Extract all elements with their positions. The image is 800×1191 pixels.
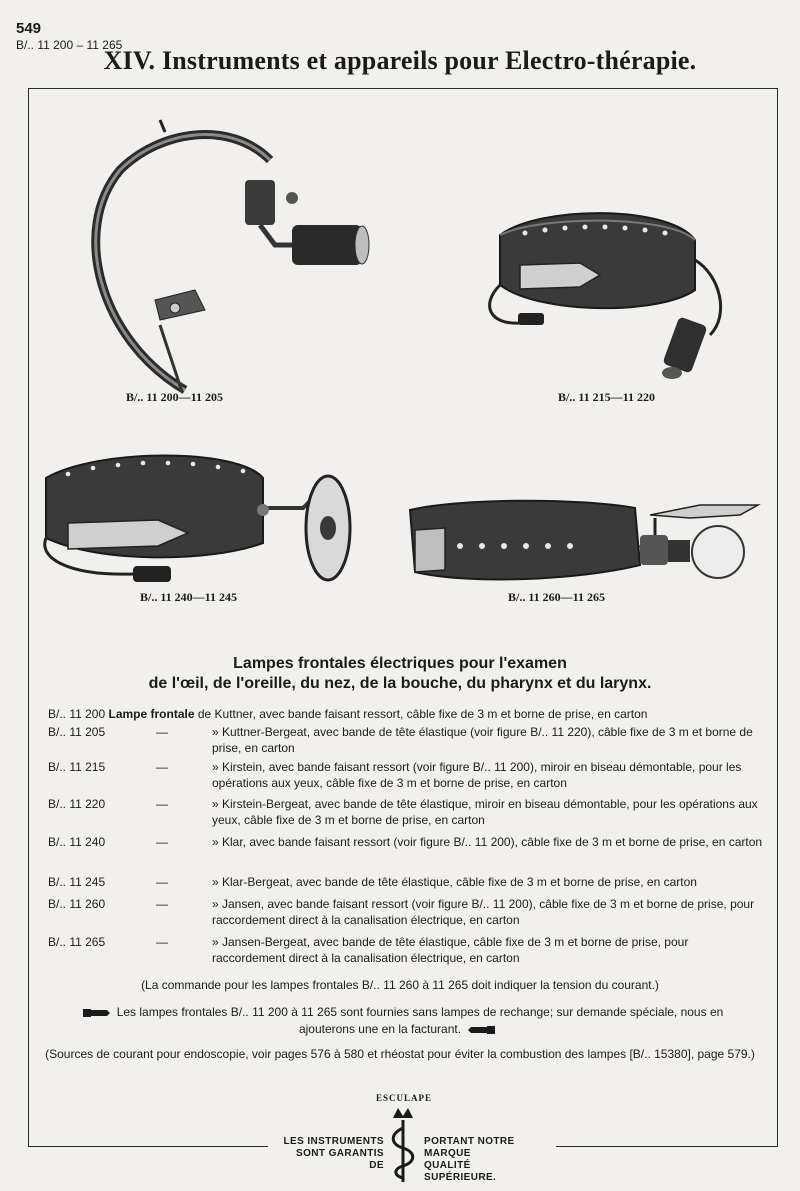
figure-head-band-lamp <box>60 110 390 400</box>
catalog-number: B/.. 11 215 <box>48 760 106 774</box>
page-number: 549 <box>16 20 42 37</box>
catalog-description: » Kuttner-Bergeat, avec bande de tête élastique (voir figure B/.. 11 220), câble fixe de 3 m et borne de prise, en carton <box>212 725 753 755</box>
catalog-item-name: Lampe frontale <box>108 707 195 721</box>
catalog-entry-first <box>48 706 768 722</box>
footer-guarantee-right <box>424 1136 544 1184</box>
catalog-description: » Kirstein-Bergeat, avec bande de tête élastique, miroir en biseau démontable, pour les opérations aux yeux, câble fixe de 3 m et borne de prise, en carton <box>212 797 758 827</box>
page-ref-range: B/.. 11 200 – 11 265 <box>16 38 123 52</box>
catalog-dash: — <box>156 797 168 811</box>
figure-band-mirror-lamp <box>38 448 363 593</box>
figure-caption-11200: B/.. 11 200—11 205 <box>126 390 224 404</box>
pointing-hand-right-icon <box>83 1007 111 1019</box>
order-note: (La commande pour les lampes frontales B/.. 11 260 à 11 265 doit indiquer la tension du courant.) <box>141 978 659 992</box>
catalog-dash: — <box>156 935 168 949</box>
catalog-dash: — <box>156 875 168 889</box>
elastic-band-lamp-illustration <box>480 205 740 390</box>
band-mirror-lamp-illustration <box>38 448 363 593</box>
sources-note: (Sources de courant pour endoscopie, voir pages 576 à 580 et rhéostat pour éviter la combustion des lampes [B/.. 15380], page 579.) <box>45 1047 755 1061</box>
spare-note-line1-wrap <box>40 1004 760 1021</box>
section-heading-line1: Lampes frontales électriques pour l'examen <box>233 655 567 672</box>
spare-note-line1: Les lampes frontales B/.. 11 200 à 11 265 sont fournies sans lampes de rechange; sur demande spéciale, nous en <box>116 1005 724 1019</box>
brand-wordmark: ESCULAPE <box>375 1093 432 1103</box>
figure-caption-11215: B/.. 11 215—11 220 <box>558 390 656 404</box>
catalog-number: B/.. 11 265 <box>48 935 106 949</box>
page-title: XIV. Instruments et appareils pour Electro-thérapie. <box>103 46 697 75</box>
footer-left-line2: SONT GARANTIS DE <box>296 1148 384 1171</box>
catalog-number: B/.. 11 260 <box>48 897 106 911</box>
head-band-lamp-illustration <box>60 110 390 400</box>
pointing-hand-left-icon <box>467 1024 495 1036</box>
catalog-description: de Kuttner, avec bande faisant ressort, câble fixe de 3 m et borne de prise, en carton <box>197 707 648 721</box>
catalog-description: » Jansen, avec bande faisant ressort (voir figure B/.. 11 200), câble fixe de 3 m et borne de prise, pour raccordement direct à la canalisation électrique, en carton <box>212 897 755 927</box>
figure-caption-11260: B/.. 11 260—11 265 <box>508 590 606 604</box>
figure-band-bulb-lamp <box>400 490 762 590</box>
figure-elastic-band-lamp <box>480 205 740 390</box>
catalog-number: B/.. 11 200 <box>48 707 106 721</box>
catalog-number: B/.. 11 245 <box>48 875 106 889</box>
spare-note-line2-wrap <box>40 1021 760 1038</box>
catalog-description: » Klar, avec bande faisant ressort (voir figure B/.. 11 200), câble fixe de 3 m et borne de prise, en carton <box>212 835 763 849</box>
catalog-dash: — <box>156 835 168 849</box>
catalog-number: B/.. 11 205 <box>48 725 106 739</box>
catalog-description: » Klar-Bergeat, avec bande de tête élastique, câble fixe de 3 m et borne de prise, en carton <box>212 875 697 889</box>
section-heading-line2: de l'œil, de l'oreille, du nez, de la bouche, du pharynx et du larynx. <box>148 675 652 692</box>
band-bulb-lamp-illustration <box>400 490 762 590</box>
footer-rule-left <box>28 1146 268 1147</box>
catalog-number: B/.. 11 220 <box>48 797 106 811</box>
section-heading <box>0 654 800 694</box>
catalog-dash: — <box>156 760 168 774</box>
catalog-number: B/.. 11 240 <box>48 835 106 849</box>
catalog-description: » Jansen-Bergeat, avec bande de tête élastique, câble fixe de 3 m et borne de prise, pour raccordement direct à la canalisation électrique, en carton <box>212 935 689 965</box>
footer-rule-right <box>556 1146 778 1147</box>
catalog-dash: — <box>156 897 168 911</box>
footer-left-line1: LES INSTRUMENTS <box>283 1136 384 1147</box>
spare-lamp-note <box>40 1004 760 1038</box>
catalog-description: » Kirstein, avec bande faisant ressort (voir figure B/.. 11 200), miroir en biseau démontable, pour les opérations aux yeux, câble fixe de 3 m et borne de prise, en carton <box>212 760 742 790</box>
spare-note-line2: ajouterons une en la facturant. <box>298 1022 462 1036</box>
footer-right-line2: QUALITÉ SUPÉRIEURE. <box>424 1160 497 1183</box>
footer-right-line1: PORTANT NOTRE MARQUE <box>424 1136 515 1159</box>
catalog-dash: — <box>156 725 168 739</box>
figure-caption-11240: B/.. 11 240—11 245 <box>140 590 238 604</box>
